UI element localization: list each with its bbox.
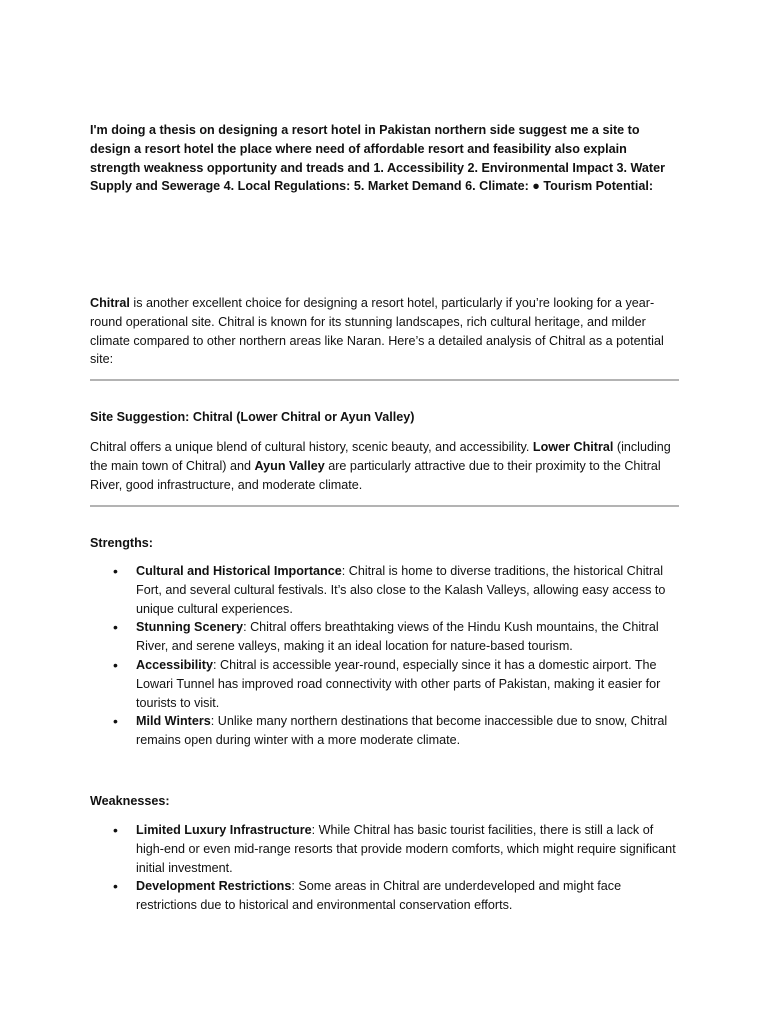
site-text: (including the main town of Chitral) and: [90, 440, 671, 473]
site-suggestion-heading: Site Suggestion: Chitral (Lower Chitral or Ayun Valley): [90, 410, 415, 424]
list-item: [90, 562, 679, 618]
site-text: are particularly attractive due to their proximity to the Chitral River, good infrastructure, and moderate climate.: [90, 458, 661, 492]
item-title: Development Restrictions: [136, 879, 292, 894]
item-title: Limited Luxury Infrastructure: [136, 823, 312, 837]
intro-text: is another excellent choice for designing a resort hotel, particularly if you’re looking for a year-round operational site. Chitral is known for its stunning landscapes, rich cultural heritage, and milder climate compared to other northern areas like Naran. Here’s a detailed analysis of Chitral as a potential site:: [90, 296, 664, 367]
list-item: [90, 656, 679, 712]
site-bold-lower-chitral: Lower Chitral: [532, 440, 614, 454]
item-text: : Some areas in Chitral are underdeveloped and might face restrictions due to historical and environmental conservation efforts.: [136, 879, 622, 913]
item-title: Stunning Scenery: [136, 620, 244, 635]
divider: [90, 505, 679, 507]
item-title: Accessibility: [136, 657, 214, 672]
strengths-list: [90, 562, 679, 750]
intro-paragraph: [90, 294, 679, 369]
site-paragraph: [90, 438, 679, 494]
bullet-icon: •: [113, 822, 118, 838]
item-text: : While Chitral has basic tourist facilities, there is still a lack of high-end or even mid-range resorts that provide modern comforts, which might require significant initial investment.: [136, 823, 676, 875]
item-text: : Unlike many northern destinations that become inaccessible due to snow, Chitral remains open during winter with a more moderate climate.: [136, 714, 668, 748]
item-title: Mild Winters: [136, 714, 211, 729]
divider: [90, 379, 679, 381]
item-text: : Chitral is accessible year-round, especially since it has a domestic airport. The Lowari Tunnel has improved road connectivity with other parts of Pakistan, making it easier for tourists to visit.: [136, 657, 661, 710]
list-item: [90, 821, 679, 877]
item-text: : Chitral offers breathtaking views of the Hindu Kush mountains, the Chitral River, and serene valleys, making it an ideal location for nature-based tourism.: [136, 620, 659, 654]
bullet-icon: •: [113, 563, 118, 579]
strengths-heading: Strengths:: [90, 536, 153, 550]
bullet-icon: •: [113, 878, 118, 895]
site-bold-ayun-valley: Ayun Valley: [254, 458, 325, 473]
bullet-icon: •: [113, 619, 118, 636]
item-text: : Chitral is home to diverse traditions, the historical Chitral Fort, and several cultural festivals. It’s also close to the Kalash Valleys, allowing easy access to unique cultural experiences.: [136, 564, 666, 616]
user-question: I'm doing a thesis on designing a resort hotel in Pakistan northern side suggest me a site to design a resort hotel the place where need of affordable resort and feasibility also explain strength weakness opportunity and treads and 1. Accessibility 2. Environmental Impact 3. Water Supply and Sewerage 4. Local Regulations: 5. Market Demand 6. Climate: ● Tourism Potential:: [90, 123, 666, 194]
list-item: [90, 712, 679, 750]
bullet-icon: •: [113, 656, 118, 673]
item-title: Cultural and Historical Importance: [136, 564, 342, 578]
site-text: Chitral offers a unique blend of cultural history, scenic beauty, and accessibility.: [90, 440, 533, 454]
list-item: [90, 877, 679, 915]
weaknesses-heading: Weaknesses:: [90, 794, 170, 808]
weaknesses-list: [90, 821, 679, 915]
intro-bold: Chitral: [90, 296, 130, 310]
list-item: [90, 618, 679, 656]
bullet-icon: •: [113, 713, 118, 730]
